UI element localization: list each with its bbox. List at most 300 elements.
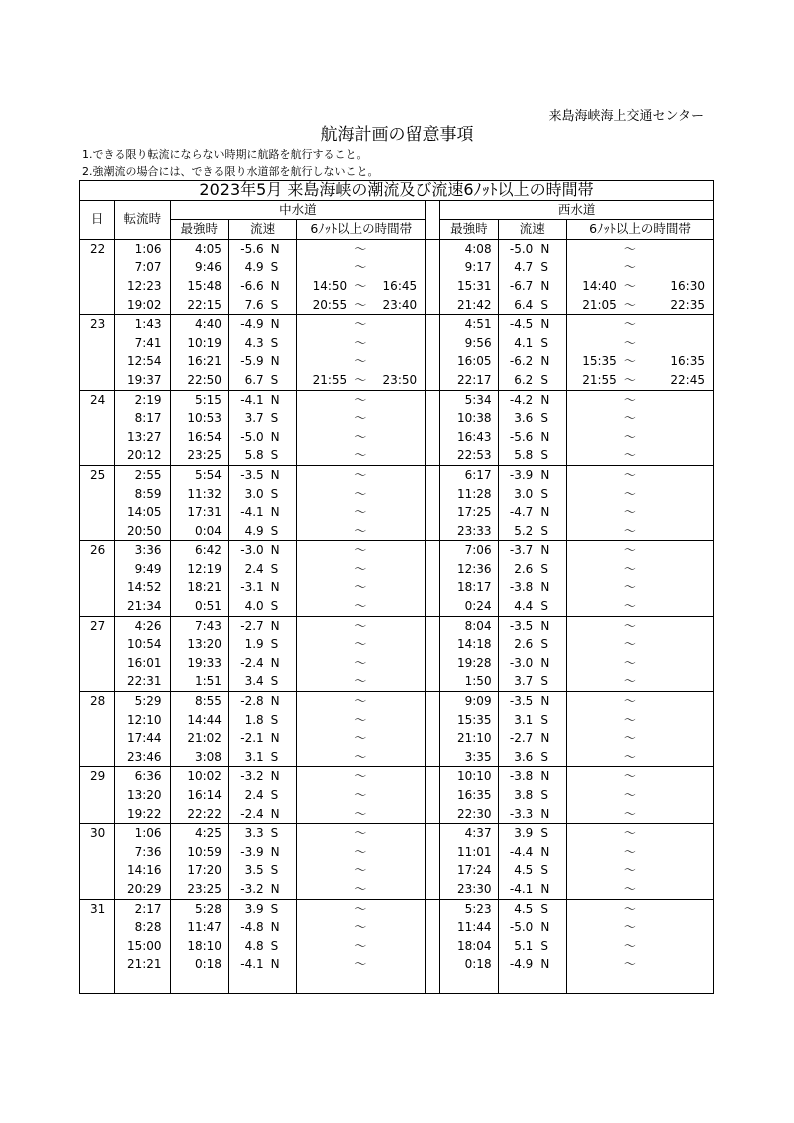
nishisuido-window-tilde-cell: 〜 xyxy=(623,561,636,576)
turn-time-cell: 13:27 xyxy=(115,428,170,447)
header-turn: 転流時 xyxy=(115,200,170,239)
nishisuido-direction-cell: N xyxy=(536,805,566,824)
chuusuido-window-end-cell xyxy=(373,711,425,730)
chuusuido-window-start-cell xyxy=(297,616,347,635)
nishisuido-window-start-cell xyxy=(567,465,617,484)
nishisuido-max-time-cell: 18:17 xyxy=(440,578,498,597)
chuusuido-max-time-cell: 10:53 xyxy=(170,409,228,428)
table-row xyxy=(80,729,714,748)
chuusuido-window-end-cell xyxy=(373,541,425,560)
chuusuido-max-time-cell: 17:31 xyxy=(170,503,228,522)
chuusuido-window-start-cell xyxy=(297,654,347,673)
chuusuido-direction-cell: N xyxy=(267,918,297,937)
day-cell xyxy=(80,522,115,541)
table-row xyxy=(80,465,714,484)
nishisuido-window-end-cell xyxy=(643,258,714,277)
chuusuido-direction-cell: N xyxy=(267,767,297,786)
chuusuido-max-time-cell: 5:15 xyxy=(170,390,228,409)
gap-cell xyxy=(426,824,440,843)
nishisuido-speed-cell: 3.7 xyxy=(514,674,534,689)
chuusuido-window-tilde-cell xyxy=(347,974,373,993)
nishisuido-window-tilde-cell: 〜 xyxy=(623,260,636,275)
day-cell: 25 xyxy=(80,465,115,484)
nishisuido-direction-cell: S xyxy=(536,522,566,541)
nishisuido-max-time-cell: 9:56 xyxy=(440,334,498,353)
chuusuido-direction-cell: S xyxy=(267,296,297,315)
turn-time-cell: 6:36 xyxy=(115,767,170,786)
chuusuido-window-start-cell xyxy=(297,560,347,579)
chuusuido-max-time-cell: 23:25 xyxy=(170,880,228,899)
nishisuido-window-start-cell xyxy=(567,315,617,334)
nishisuido-max-time-cell: 9:17 xyxy=(440,258,498,277)
chuusuido-window-tilde-cell: 〜 xyxy=(354,637,367,652)
turn-time-cell: 19:37 xyxy=(115,371,170,390)
nishisuido-direction-cell: S xyxy=(536,371,566,390)
nishisuido-speed-cell: 3.9 xyxy=(498,824,536,843)
chuusuido-direction-cell: N xyxy=(267,352,297,371)
nishisuido-direction-cell: S xyxy=(536,560,566,579)
day-cell xyxy=(80,635,115,654)
nishisuido-window-start-cell: 14:40 xyxy=(582,278,617,293)
turn-time-cell: 20:12 xyxy=(115,446,170,465)
nishisuido-max-time-cell: 4:08 xyxy=(440,239,498,258)
table-row xyxy=(80,560,714,579)
chuusuido-window-start-cell xyxy=(297,711,347,730)
nishisuido-window-tilde-cell: 〜 xyxy=(623,881,636,896)
chuusuido-speed-cell: -3.2 xyxy=(240,881,264,896)
gap-cell xyxy=(426,541,440,560)
nishisuido-max-time-cell: 6:17 xyxy=(440,465,498,484)
gap-cell xyxy=(426,937,440,956)
nishisuido-window-tilde-cell: 〜 xyxy=(617,616,643,635)
nishisuido-max-time-cell: 11:01 xyxy=(440,843,498,862)
nishisuido-speed-cell: -2.7 xyxy=(509,731,534,746)
gap-cell xyxy=(426,428,440,447)
nishisuido-speed-cell: -4.1 xyxy=(509,881,534,896)
nishisuido-window-tilde-cell: 〜 xyxy=(623,920,636,935)
nishisuido-speed-cell: 6.2 xyxy=(514,372,534,387)
chuusuido-speed-cell: -5.6 xyxy=(240,241,264,256)
nishisuido-max-time-cell: 5:23 xyxy=(440,899,498,918)
nishisuido-window-end-cell xyxy=(643,937,714,956)
nishisuido-direction-cell: S xyxy=(536,786,566,805)
gap-cell xyxy=(426,918,440,937)
table-row xyxy=(80,352,714,371)
nishisuido-window-start-cell xyxy=(567,258,617,277)
chuusuido-direction-cell: N xyxy=(267,315,297,334)
chuusuido-window-end-cell xyxy=(373,843,425,862)
nishisuido-window-end-cell xyxy=(643,786,714,805)
day-cell xyxy=(80,371,115,390)
nishisuido-window-end-cell xyxy=(643,899,714,918)
chuusuido-speed-cell: -3.1 xyxy=(240,580,264,595)
nishisuido-direction-cell: S xyxy=(536,711,566,730)
nishisuido-window-start-cell xyxy=(567,446,617,465)
day-cell xyxy=(80,352,115,371)
chuusuido-window-end-cell xyxy=(373,805,425,824)
chuusuido-window-start-cell xyxy=(297,955,347,974)
chuusuido-direction-cell: N xyxy=(267,541,297,560)
note-1: 1.できる限り転流にならない時期に航路を航行すること。 xyxy=(82,148,368,161)
nishisuido-direction-cell: N xyxy=(536,503,566,522)
nishisuido-direction-cell: S xyxy=(536,446,566,465)
turn-time-cell: 14:05 xyxy=(115,503,170,522)
chuusuido-max-time-cell: 16:21 xyxy=(170,352,228,371)
chuusuido-max-time-cell xyxy=(170,974,228,993)
day-cell xyxy=(80,861,115,880)
nishisuido-direction-cell: N xyxy=(536,692,566,711)
nishisuido-window-end-cell xyxy=(643,446,714,465)
nishisuido-direction-cell: N xyxy=(536,541,566,560)
chuusuido-window-end-cell xyxy=(373,616,425,635)
nishisuido-window-start-cell xyxy=(567,522,617,541)
nishisuido-direction-cell: N xyxy=(536,654,566,673)
turn-time-cell: 14:52 xyxy=(115,578,170,597)
day-cell xyxy=(80,786,115,805)
turn-time-cell: 12:23 xyxy=(115,277,170,296)
nishisuido-window-start-cell xyxy=(567,616,617,635)
chuusuido-window-tilde-cell: 〜 xyxy=(354,260,367,275)
chuusuido-window-tilde-cell: 〜 xyxy=(354,335,367,350)
chuusuido-window-end-cell xyxy=(373,635,425,654)
nishisuido-direction-cell: N xyxy=(536,767,566,786)
chuusuido-window-tilde-cell: 〜 xyxy=(354,278,367,293)
nishisuido-window-start-cell xyxy=(567,805,617,824)
nishisuido-window-start-cell xyxy=(567,503,617,522)
table-row xyxy=(80,635,714,654)
day-cell xyxy=(80,672,115,691)
gap-cell xyxy=(426,843,440,862)
nishisuido-max-time-cell xyxy=(440,974,498,993)
chuusuido-window-start-cell xyxy=(297,239,347,258)
nishisuido-speed-cell: -4.7 xyxy=(509,505,534,520)
nishisuido-window-tilde-cell: 〜 xyxy=(617,767,643,786)
nishisuido-speed-cell: -4.4 xyxy=(509,844,534,859)
chuusuido-direction-cell xyxy=(267,974,297,993)
nishisuido-window-tilde-cell: 〜 xyxy=(623,712,636,727)
nishisuido-window-start-cell xyxy=(567,485,617,504)
chuusuido-direction-cell: S xyxy=(267,446,297,465)
chuusuido-window-start-cell xyxy=(297,786,347,805)
nishisuido-direction-cell: N xyxy=(536,428,566,447)
nishisuido-window-start-cell xyxy=(567,843,617,862)
chuusuido-window-end-cell xyxy=(373,352,425,371)
nishisuido-direction-cell: S xyxy=(536,861,566,880)
chuusuido-direction-cell: N xyxy=(267,465,297,484)
table-row xyxy=(80,446,714,465)
nishisuido-window-start-cell: 15:35 xyxy=(582,354,617,369)
chuusuido-speed-cell: 2.4 xyxy=(244,561,264,576)
nishisuido-max-time-cell: 21:42 xyxy=(440,296,498,315)
nishisuido-max-time-cell: 12:36 xyxy=(440,560,498,579)
nishisuido-window-start-cell xyxy=(567,560,617,579)
chuusuido-direction-cell: S xyxy=(267,711,297,730)
nishisuido-window-end-cell xyxy=(643,409,714,428)
chuusuido-window-tilde-cell: 〜 xyxy=(354,505,367,520)
chuusuido-window-tilde-cell: 〜 xyxy=(347,315,373,334)
chuusuido-max-time-cell: 17:20 xyxy=(170,861,228,880)
chuusuido-max-time-cell: 16:14 xyxy=(170,786,228,805)
nishisuido-window-end-cell xyxy=(643,729,714,748)
gap-cell xyxy=(426,955,440,974)
table-row xyxy=(80,786,714,805)
nishisuido-max-time-cell: 0:24 xyxy=(440,597,498,616)
nishisuido-window-start-cell xyxy=(567,635,617,654)
gap-cell xyxy=(426,899,440,918)
nishisuido-window-start-cell xyxy=(567,824,617,843)
nishisuido-speed-cell: 6.4 xyxy=(514,297,534,312)
chuusuido-window-tilde-cell: 〜 xyxy=(354,354,367,369)
chuusuido-direction-cell: N xyxy=(267,503,297,522)
nishisuido-window-start-cell xyxy=(567,597,617,616)
header-chuusuido: 中水道 xyxy=(170,200,426,220)
chuusuido-speed-cell: -3.2 xyxy=(228,767,266,786)
chuusuido-direction-cell: S xyxy=(267,371,297,390)
day-cell: 23 xyxy=(80,315,115,334)
nishisuido-window-tilde-cell: 〜 xyxy=(617,824,643,843)
nishisuido-window-start-cell xyxy=(567,239,617,258)
note-2: 2.強潮流の場合には、できる限り水道部を航行しないこと。 xyxy=(82,165,379,178)
day-cell xyxy=(80,597,115,616)
chuusuido-direction-cell: N xyxy=(267,880,297,899)
chuusuido-window-start-cell xyxy=(297,258,347,277)
gap-cell xyxy=(426,465,440,484)
gap-cell xyxy=(426,880,440,899)
nishisuido-speed-cell xyxy=(498,974,536,993)
chuusuido-window-start-cell xyxy=(297,748,347,767)
nishisuido-window-end-cell xyxy=(643,616,714,635)
chuusuido-window-end-cell xyxy=(373,672,425,691)
gap-cell xyxy=(426,974,440,993)
nishisuido-max-time-cell: 0:18 xyxy=(440,955,498,974)
table-row xyxy=(80,692,714,711)
turn-time-cell: 14:16 xyxy=(115,861,170,880)
nishisuido-speed-cell: 3.0 xyxy=(514,486,534,501)
chuusuido-window-tilde-cell: 〜 xyxy=(354,881,367,896)
chuusuido-window-end-cell xyxy=(373,522,425,541)
chuusuido-direction-cell: S xyxy=(267,597,297,616)
nishisuido-speed-cell: -3.5 xyxy=(498,692,536,711)
table-row xyxy=(80,296,714,315)
nishisuido-window-end-cell xyxy=(643,390,714,409)
day-cell xyxy=(80,258,115,277)
header-day: 日 xyxy=(80,200,115,239)
chuusuido-window-tilde-cell: 〜 xyxy=(347,692,373,711)
nishisuido-window-start-cell xyxy=(567,748,617,767)
nishisuido-window-tilde-cell: 〜 xyxy=(623,448,636,463)
nishisuido-window-end-cell xyxy=(643,560,714,579)
chuusuido-max-time-cell: 10:59 xyxy=(170,843,228,862)
chuusuido-window-end-cell xyxy=(373,899,425,918)
chuusuido-max-time-cell: 10:19 xyxy=(170,334,228,353)
nishisuido-window-end-cell xyxy=(643,692,714,711)
chuusuido-max-time-cell: 11:32 xyxy=(170,485,228,504)
nishisuido-max-time-cell: 11:44 xyxy=(440,918,498,937)
chuusuido-window-end-cell xyxy=(373,390,425,409)
turn-time-cell: 2:19 xyxy=(115,390,170,409)
nishisuido-window-end-cell xyxy=(643,522,714,541)
nishisuido-window-tilde-cell: 〜 xyxy=(623,297,636,312)
chuusuido-direction-cell: N xyxy=(267,729,297,748)
chuusuido-speed-cell: -4.1 xyxy=(240,957,264,972)
nishisuido-speed-cell: -5.0 xyxy=(509,241,534,256)
day-cell: 29 xyxy=(80,767,115,786)
nishisuido-window-end-cell xyxy=(643,541,714,560)
chuusuido-window-end-cell: 16:45 xyxy=(382,278,418,293)
nishisuido-direction-cell: S xyxy=(536,409,566,428)
nishisuido-max-time-cell: 11:28 xyxy=(440,485,498,504)
chuusuido-direction-cell: S xyxy=(267,937,297,956)
nishisuido-max-time-cell: 17:24 xyxy=(440,861,498,880)
gap-cell xyxy=(426,296,440,315)
nishisuido-max-time-cell: 23:30 xyxy=(440,880,498,899)
chuusuido-window-start-cell xyxy=(297,428,347,447)
nishisuido-window-start-cell xyxy=(567,390,617,409)
chuusuido-window-start-cell xyxy=(297,918,347,937)
chuusuido-window-start-cell xyxy=(297,522,347,541)
chuusuido-speed-cell: 5.8 xyxy=(244,448,264,463)
chuusuido-window-start-cell xyxy=(297,635,347,654)
chuusuido-window-end-cell xyxy=(373,428,425,447)
chuusuido-max-time-cell: 0:51 xyxy=(170,597,228,616)
gap-cell xyxy=(426,409,440,428)
chuusuido-speed-cell: 3.5 xyxy=(244,863,264,878)
chuusuido-window-end-cell xyxy=(373,334,425,353)
nishisuido-max-time-cell: 1:50 xyxy=(440,672,498,691)
chuusuido-max-time-cell: 16:54 xyxy=(170,428,228,447)
day-cell: 24 xyxy=(80,390,115,409)
turn-time-cell: 7:36 xyxy=(115,843,170,862)
nishisuido-window-tilde-cell: 〜 xyxy=(623,749,636,764)
gap-cell xyxy=(426,767,440,786)
chuusuido-speed-cell: -2.8 xyxy=(228,692,266,711)
chuusuido-window-end-cell xyxy=(373,824,425,843)
nishisuido-max-time-cell: 14:18 xyxy=(440,635,498,654)
chuusuido-direction-cell: S xyxy=(267,560,297,579)
turn-time-cell: 21:21 xyxy=(115,955,170,974)
nishisuido-speed-cell: -3.0 xyxy=(509,655,534,670)
nishisuido-max-time-cell: 16:43 xyxy=(440,428,498,447)
day-cell xyxy=(80,334,115,353)
nishisuido-direction-cell: N xyxy=(536,239,566,258)
day-cell xyxy=(80,296,115,315)
chuusuido-window-end-cell xyxy=(373,315,425,334)
nishisuido-window-tilde-cell: 〜 xyxy=(623,354,636,369)
chuusuido-max-time-cell: 18:10 xyxy=(170,937,228,956)
chuusuido-window-start-cell: 20:55 xyxy=(312,297,348,312)
nishisuido-window-end-cell xyxy=(643,465,714,484)
chuusuido-window-tilde-cell: 〜 xyxy=(354,655,367,670)
table-row xyxy=(80,428,714,447)
chuusuido-max-time-cell: 0:18 xyxy=(170,955,228,974)
chuusuido-speed-cell: -5.0 xyxy=(240,429,264,444)
chuusuido-speed-cell: 4.9 xyxy=(244,260,264,275)
chuusuido-window-tilde-cell: 〜 xyxy=(354,580,367,595)
table-row xyxy=(80,672,714,691)
turn-time-cell: 1:43 xyxy=(115,315,170,334)
day-cell xyxy=(80,711,115,730)
nishisuido-max-time-cell: 22:53 xyxy=(440,446,498,465)
gap-cell xyxy=(426,616,440,635)
chuusuido-speed-cell: 6.7 xyxy=(244,372,264,387)
nishisuido-window-end-cell: 16:30 xyxy=(643,277,714,296)
nishisuido-direction-cell xyxy=(536,974,566,993)
chuusuido-direction-cell: S xyxy=(267,861,297,880)
nishisuido-speed-cell: 3.1 xyxy=(514,712,534,727)
nishisuido-direction-cell: S xyxy=(536,824,566,843)
nishisuido-speed-cell: 2.6 xyxy=(514,561,534,576)
nishisuido-direction-cell: S xyxy=(536,296,566,315)
chuusuido-max-time-cell: 15:48 xyxy=(170,277,228,296)
nishisuido-direction-cell: N xyxy=(536,465,566,484)
chuusuido-speed-cell xyxy=(228,974,266,993)
nishisuido-speed-cell: 2.6 xyxy=(514,637,534,652)
nishisuido-direction-cell: S xyxy=(536,937,566,956)
table-row xyxy=(80,597,714,616)
chuusuido-window-tilde-cell: 〜 xyxy=(354,599,367,614)
chuusuido-window-tilde-cell: 〜 xyxy=(354,411,367,426)
chuusuido-max-time-cell: 3:08 xyxy=(170,748,228,767)
table-row xyxy=(80,522,714,541)
header-max-chu: 最強時 xyxy=(170,220,228,240)
chuusuido-max-time-cell: 7:43 xyxy=(170,616,228,635)
nishisuido-direction-cell: S xyxy=(536,597,566,616)
turn-time-cell: 22:31 xyxy=(115,672,170,691)
nishisuido-direction-cell: S xyxy=(536,899,566,918)
chuusuido-window-start-cell xyxy=(297,597,347,616)
table-row xyxy=(80,748,714,767)
chuusuido-speed-cell: -6.6 xyxy=(240,278,264,293)
header-speed-chu: 流速 xyxy=(228,220,296,240)
chuusuido-window-end-cell xyxy=(373,578,425,597)
chuusuido-window-tilde-cell: 〜 xyxy=(354,372,367,387)
nishisuido-window-end-cell xyxy=(643,918,714,937)
day-cell: 28 xyxy=(80,692,115,711)
chuusuido-speed-cell: 4.3 xyxy=(244,335,264,350)
chuusuido-window-start-cell xyxy=(297,692,347,711)
chuusuido-window-tilde-cell: 〜 xyxy=(354,297,367,312)
chuusuido-direction-cell: S xyxy=(267,748,297,767)
nishisuido-direction-cell: N xyxy=(536,843,566,862)
table-row xyxy=(80,258,714,277)
chuusuido-window-tilde-cell: 〜 xyxy=(354,749,367,764)
nishisuido-window-end-cell xyxy=(643,861,714,880)
gap-cell xyxy=(426,672,440,691)
chuusuido-window-start-cell xyxy=(297,861,347,880)
header-speed-nishi: 流速 xyxy=(498,220,566,240)
turn-time-cell: 23:46 xyxy=(115,748,170,767)
day-cell xyxy=(80,937,115,956)
nishisuido-max-time-cell: 16:35 xyxy=(440,786,498,805)
chuusuido-direction-cell: S xyxy=(267,786,297,805)
nishisuido-window-end-cell: 22:45 xyxy=(643,371,714,390)
nishisuido-direction-cell: N xyxy=(536,918,566,937)
chuusuido-max-time-cell: 11:47 xyxy=(170,918,228,937)
tidal-current-table xyxy=(79,180,714,994)
chuusuido-max-time-cell: 4:25 xyxy=(170,824,228,843)
table-row xyxy=(80,371,714,390)
chuusuido-window-start-cell xyxy=(297,974,347,993)
nishisuido-direction-cell: N xyxy=(536,729,566,748)
gap-cell xyxy=(426,258,440,277)
gap-cell xyxy=(426,654,440,673)
nishisuido-max-time-cell: 16:05 xyxy=(440,352,498,371)
table-row xyxy=(80,974,714,993)
chuusuido-speed-cell: -3.5 xyxy=(228,465,266,484)
gap-cell xyxy=(426,522,440,541)
nishisuido-window-tilde-cell: 〜 xyxy=(623,372,636,387)
chuusuido-window-start-cell xyxy=(297,937,347,956)
